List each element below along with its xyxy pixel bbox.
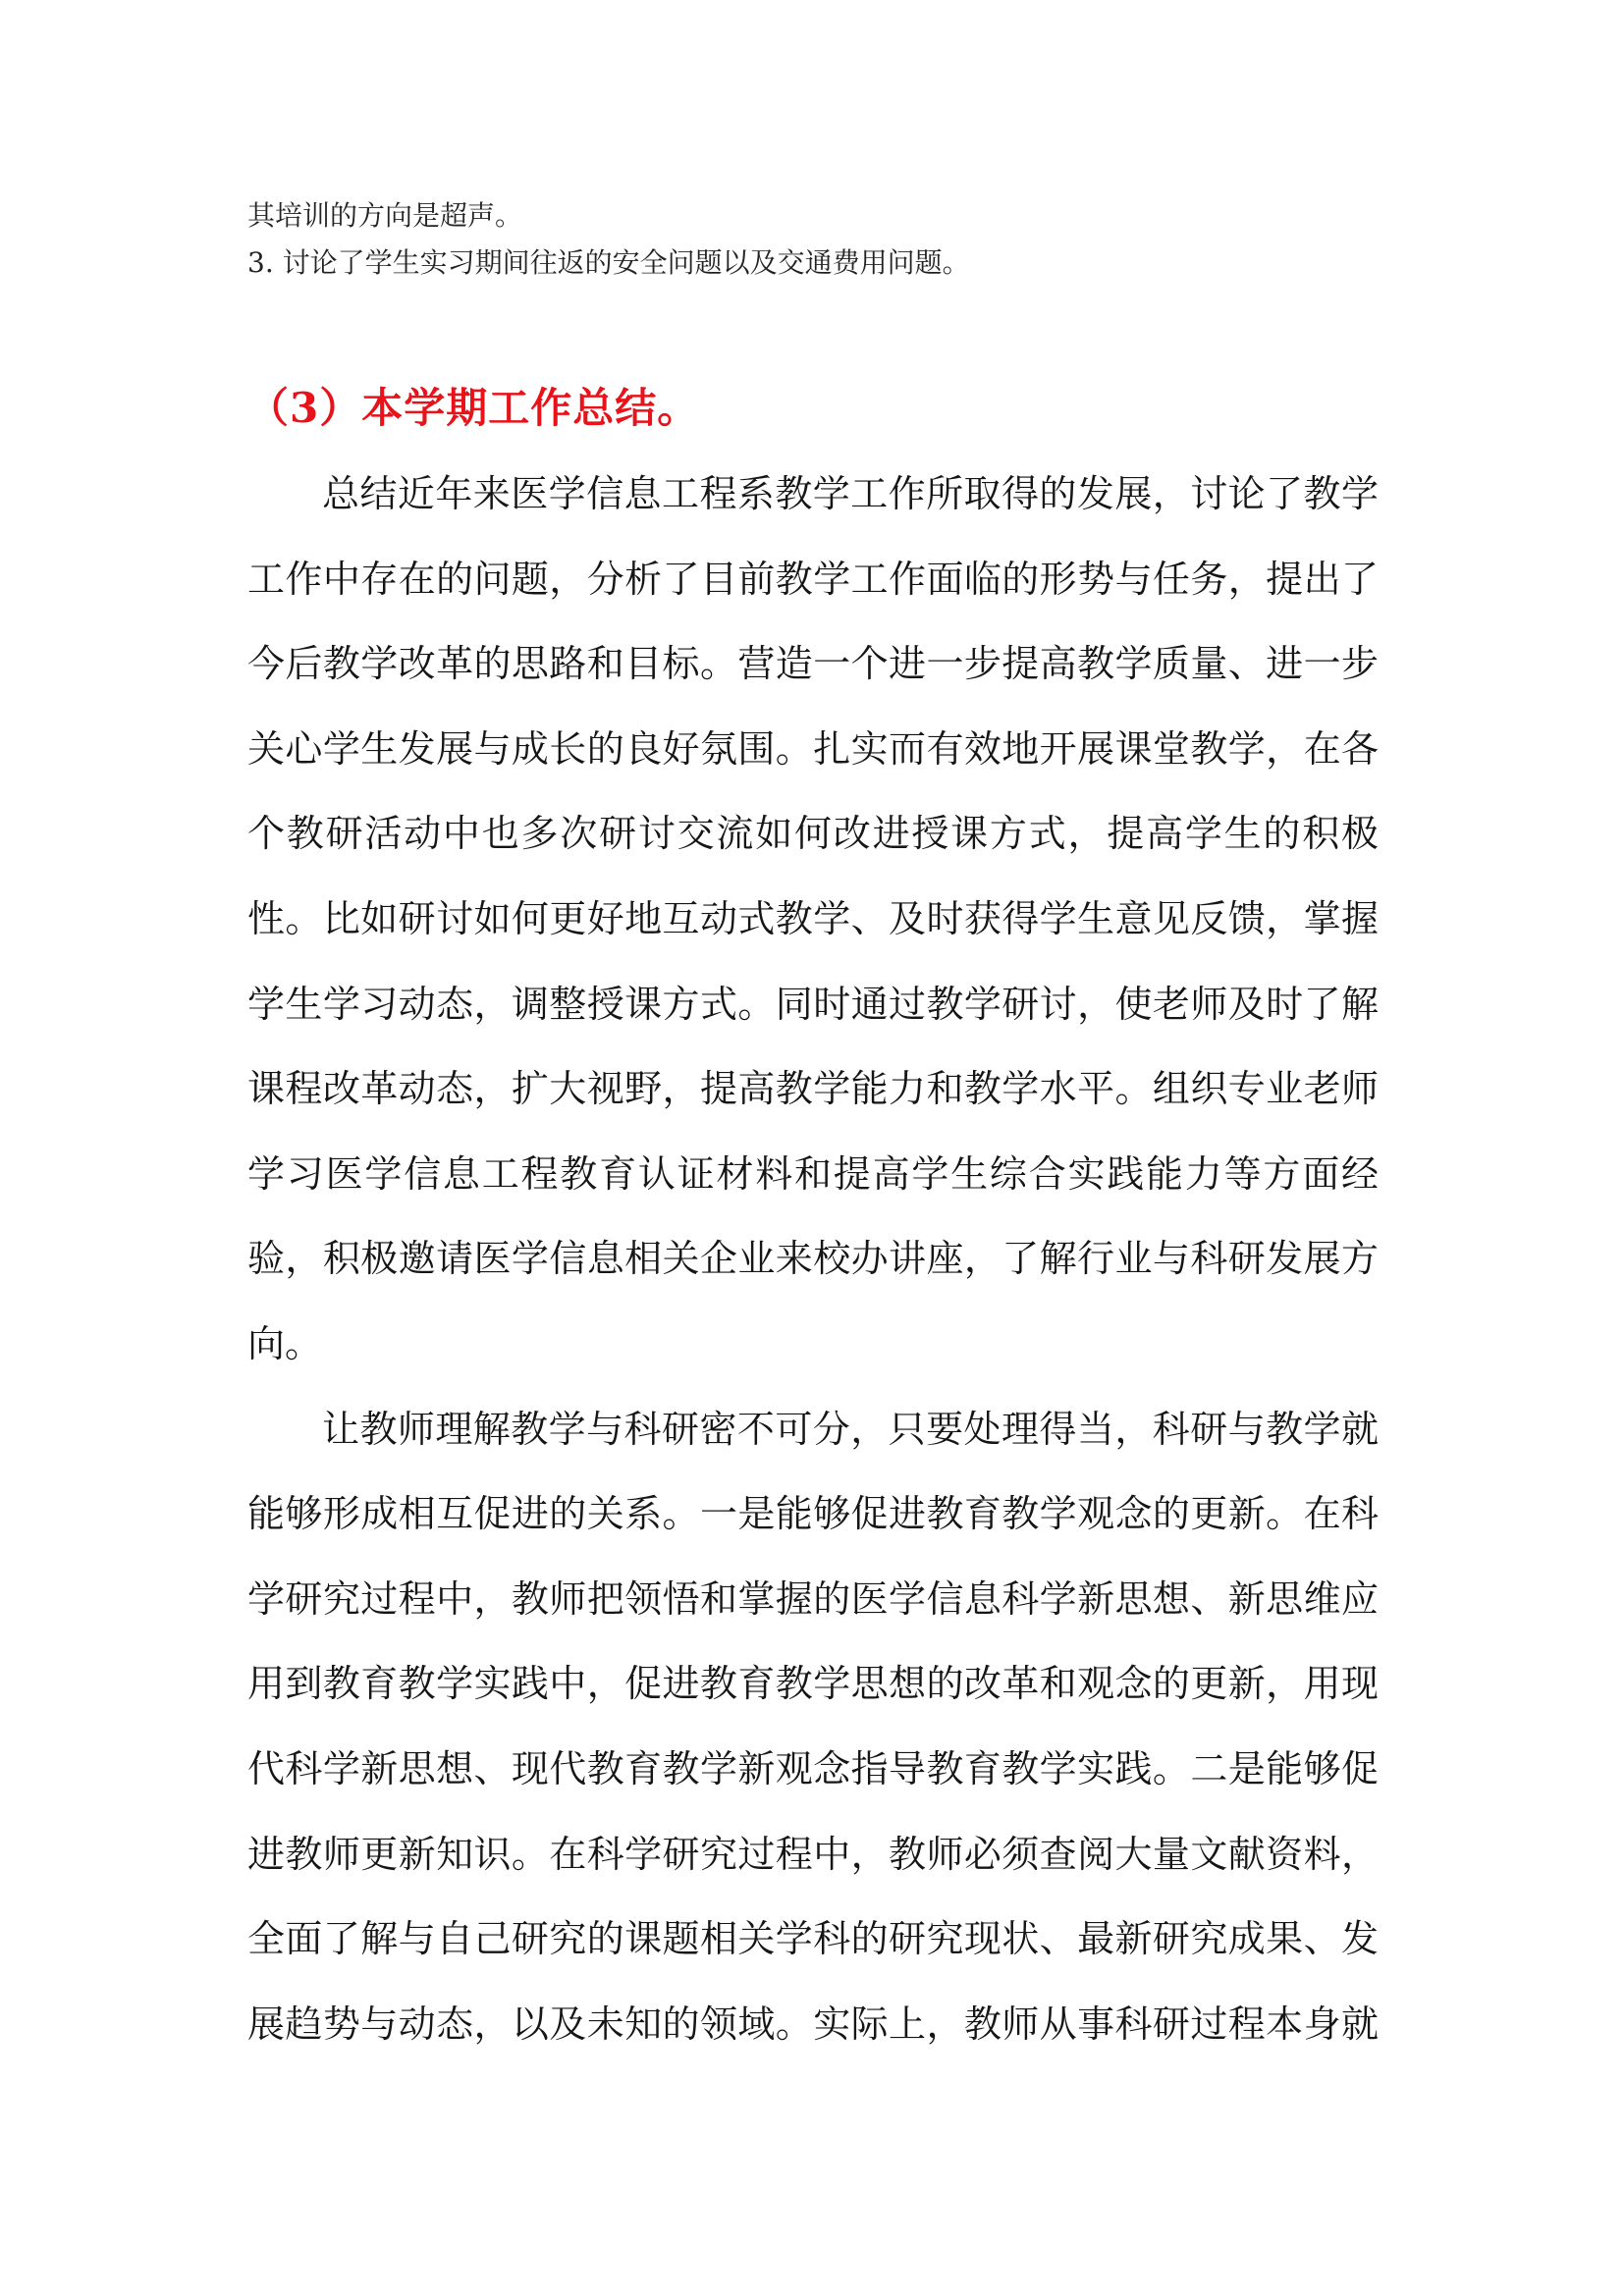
text-line: 总结近年来医学信息工程系教学工作所取得的发展，讨论了教学 [322,472,1379,515]
text-line: 工作中存在的问题，分析了目前教学工作面临的形势与任务，提出了 [247,557,1379,601]
text-line: 能够形成相互促进的关系。一是能够促进教育教学观念的更新。在科 [247,1492,1379,1536]
text-line: 今后教学改革的思路和目标。营造一个进一步提高教学质量、进一步 [247,642,1379,686]
paragraph-1 [247,452,1379,1387]
text-line: 验，积极邀请医学信息相关企业来校办讲座，了解行业与科研发展方 [247,1237,1379,1281]
text-line: 学研究过程中，教师把领悟和掌握的医学信息科学新思想、新思维应 [247,1576,1379,1621]
section-heading: （3）本学期工作总结。 [247,384,700,432]
text-line: 课程改革动态，扩大视野，提高教学能力和教学水平。组织专业老师 [247,1067,1379,1111]
paragraph-2 [247,1387,1379,2067]
note-line-2: 3. 讨论了学生实习期间往返的安全问题以及交通费用问题。 [247,246,970,279]
text-line: 展趋势与动态，以及未知的领域。实际上，教师从事科研过程本身就 [247,2002,1379,2046]
text-line: 学习医学信息工程教育认证材料和提高学生综合实践能力等方面经 [247,1151,1379,1196]
text-line: 个教研活动中也多次研讨交流如何改进授课方式，提高学生的积极 [247,812,1379,856]
text-line: 用到教育教学实践中，促进教育教学思想的改革和观念的更新，用现 [247,1662,1379,1706]
notes-section [247,192,1379,287]
text-line: 学生学习动态，调整授课方式。同时通过教学研讨，使老师及时了解 [247,982,1379,1026]
text-line: 向。 [247,1321,323,1365]
text-line: 全面了解与自己研究的课题相关学科的研究现状、最新研究成果、发 [247,1917,1379,1961]
note-line-1: 其培训的方向是超声。 [247,199,523,232]
text-line: 性。比如研讨如何更好地互动式教学、及时获得学生意见反馈，掌握 [247,896,1379,940]
body-text [247,452,1379,2066]
text-line: 进教师更新知识。在科学研究过程中，教师必须查阅大量文献资料， [247,1832,1379,1876]
text-line: 让教师理解教学与科研密不可分，只要处理得当，科研与教学就 [322,1407,1379,1451]
text-line: 关心学生发展与成长的良好氛围。扎实而有效地开展课堂教学，在各 [247,726,1379,771]
text-line: 代科学新思想、现代教育教学新观念指导教育教学实践。二是能够促 [247,1746,1379,1790]
